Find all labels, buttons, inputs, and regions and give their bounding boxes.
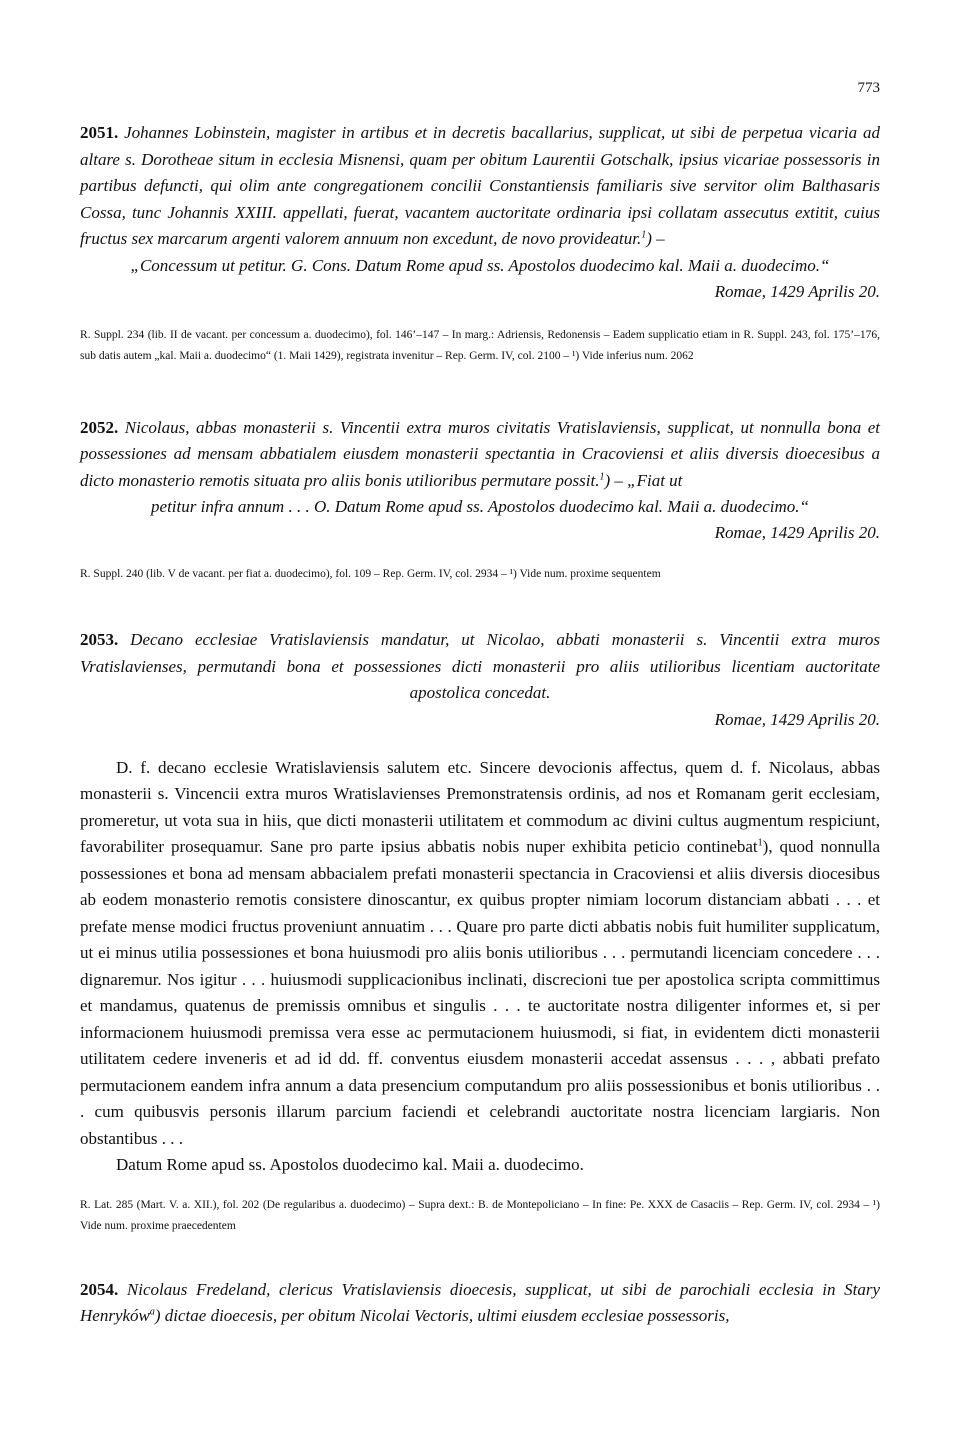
entry-2053	[80, 627, 880, 1237]
entry-heading-text: Nicolaus Fredeland, clericus Vratislaviensis dioecesis, supplicat, ut sibi de parochiali ecclesia in Stary Henryków	[80, 1279, 881, 1325]
entry-signature: „Concessum ut petitur. G. Cons. Datum Rome apud ss. Apostolos duodecimo kal. Maii a. duodecimo.“	[130, 255, 830, 275]
entry-signature: petitur infra annum . . . O. Datum Rome apud ss. Apostolos duodecimo kal. Maii a. duodecimo.“	[151, 497, 809, 516]
entry-2051	[80, 120, 880, 367]
entry-heading-tail: ) – „Fiat ut	[604, 470, 683, 490]
footnote-marker: 1	[599, 470, 605, 482]
entry-heading-tail: ) dictae dioecesis, per obitum Nicolai Vectoris, ultimi eiusdem ecclesiae possessoris,	[154, 1306, 730, 1325]
footnote-marker: 1	[641, 229, 647, 241]
entry-heading	[80, 627, 880, 707]
entry-heading-text: Decano ecclesiae Vratislaviensis mandatur, ut Nicolao, abbati monasterii s. Vincentii extra muros Vratislavienses, permutandi bona et possessiones dicti monasterii pro aliis utilioribus licentiam auctoritate apostolica concedat.	[80, 630, 880, 702]
entry-body-text-cont: ), quod nonnulla possessiones et bona ad mensam abbacialem prefati monasterii spectancia in Cracoviensi et aliis diversis diocesibus ab eodem monasterio remotis consistere dinoscantur, ex quibus propter nimiam locorum distanciam abbati . . . et prefate mense modici fructus proveniunt annuatim . . . Quare pro parte dicti abbatis nobis fuit humiliter supplicatum, ut ei minus utilia possessiones et bona huiusmodi pro aliis bonis utilioribus . . . permutandi licenciam concedere . . . dignaremur. Nos igitur . . . huiusmodi supplicacionibus inclinati, discrecioni tue per apostolica scripta committimus et mandamus, quatenus de premissis omnibus et singulis . . . te auctoritate nostra diligenter informes et, si per informacionem huiusmodi premissa vera esse ac permutacionem huiusmodi, si fiat, in evidentem dicti monasterii utilitatem cedere inveneris et ad id dd. ff. conventus eiusdem monasterii accedat assensus . . . , abbati prefato permutacionem eandem infra annum a data presencium computandum pro aliis possessionibus et bonis utilioribus . . . cum quibusvis personis illarum parcium faciendi et celebrandi auctoritate nostra licenciam largiaris. Non obstantibus . . .	[80, 837, 881, 1148]
entry-body-text: D. f. decano ecclesie Wratislaviensis salutem etc. Sincere devocionis affectus, quem d. f. Nicolaus, abbas monasterii s. Vincencii extra muros Wratislavienses Premonstratensis ordinis, ad nos et Romanam gerit ecclesiam, promeretur, ut vota sua in hiis, que dicti monasterii utilitatem et commodum ac divini cultus augmentum respiciunt, favorabiliter prosequamur. Sane pro parte ipsius abbatis nobis nuper exhibita peticio continebat	[80, 757, 880, 856]
entry-date: Romae, 1429 Aprilis 20.	[714, 523, 880, 542]
footnote-marker: a	[149, 1306, 155, 1318]
entry-heading-tail: ) –	[646, 229, 665, 248]
entry-heading-text: Johannes Lobinstein, magister in artibus et in decretis bacallarius, supplicat, ut sibi de perpetua vicaria ad altare s. Dorotheae situm in ecclesia Misnensi, quam per obitum Laurentii Gotschalk, ipsius vicariae possessoris in partibus defuncti, qui olim ante congregationem concilii Constantiensis familiaris sive servitor olim Balthasaris Cossa, tunc Johannis XXIII. appellati, fuerat, vacantem auctoritate ordinaria ipsi collatam assecutus extitit, cuius fructus sex marcarum argenti valorem annuum non excedunt, de novo provideatur.	[80, 123, 880, 248]
entry-date: Romae, 1429 Aprilis 20.	[714, 709, 880, 729]
entry-note: R. Suppl. 234 (lib. II de vacant. per concessum a. duodecimo), fol. 146’–147 – In marg.: Adriensis, Redonensis – Eadem supplicatio etiam in R. Suppl. 243, fol. 175’–176, sub datis autem „kal. Maii a. duodecimo“ (1. Maii 1429), registrata invenitur – Rep. Germ. IV, col. 2100 – ¹) Vide inferius num. 2062	[80, 328, 880, 362]
entry-number: 2052.	[80, 417, 119, 437]
entry-date: Romae, 1429 Aprilis 20.	[714, 281, 880, 301]
entry-2054	[80, 1277, 880, 1330]
entry-number: 2053.	[80, 630, 119, 649]
entry-heading	[80, 1277, 880, 1330]
entry-heading-text: Nicolaus, abbas monasterii s. Vincentii extra muros civitatis Vratislaviensis, supplicat, ut nonnulla bona et possessiones ad mensam abbatialem eiusdem monasterii spectantia in Cracoviensi et aliis diversis dioecesibus a dicto monasterio remotis situata pro aliis bonis utilioribus permutare possit.	[80, 417, 881, 490]
entry-note: R. Suppl. 240 (lib. V de vacant. per fiat a. duodecimo), fol. 109 – Rep. Germ. IV, col. 2934 – ¹) Vide num. proxime sequentem	[80, 568, 661, 580]
entry-heading	[80, 415, 880, 495]
entry-body	[80, 755, 880, 1153]
entry-note: R. Lat. 285 (Mart. V. a. XII.), fol. 202 (De regularibus a. duodecimo) – Supra dext.: B. de Montepoliciano – In fine: Pe. XXX de Casaciis – Rep. Germ. IV, col. 2934 – ¹) Vide num. proxime praecedentem	[80, 1198, 880, 1232]
entry-2052	[80, 415, 880, 586]
entry-number: 2051.	[80, 123, 119, 142]
page-number: 773	[857, 80, 880, 96]
entry-body-closing: Datum Rome apud ss. Apostolos duodecimo kal. Maii a. duodecimo.	[116, 1155, 584, 1174]
page-content	[80, 70, 880, 1330]
entry-heading	[80, 120, 880, 253]
footnote-marker: 1	[757, 837, 763, 849]
entry-number: 2054.	[80, 1279, 119, 1299]
